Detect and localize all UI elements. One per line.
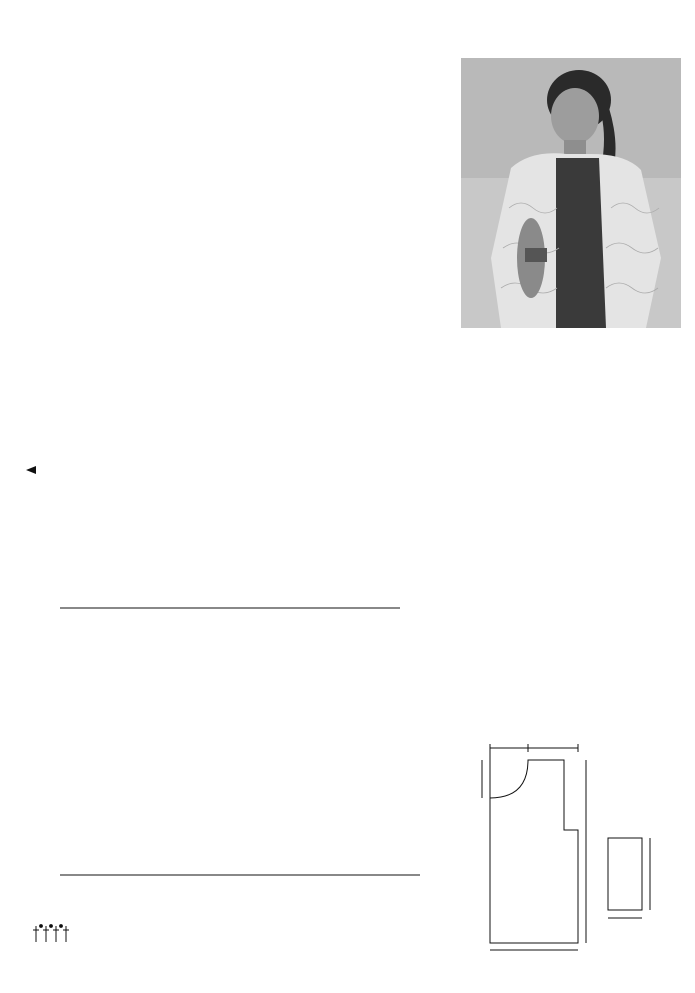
sleeve-piece-outline [608, 838, 642, 910]
chart-scheme-1 [0, 643, 470, 893]
pattern-diagram [468, 738, 680, 953]
scheme-2-small-chart [32, 922, 72, 946]
instructions [461, 390, 683, 395]
model-photo [461, 58, 681, 328]
chart-scheme-2 [0, 40, 460, 630]
main-piece-outline [490, 748, 578, 943]
start-arrow-icon [26, 466, 36, 474]
